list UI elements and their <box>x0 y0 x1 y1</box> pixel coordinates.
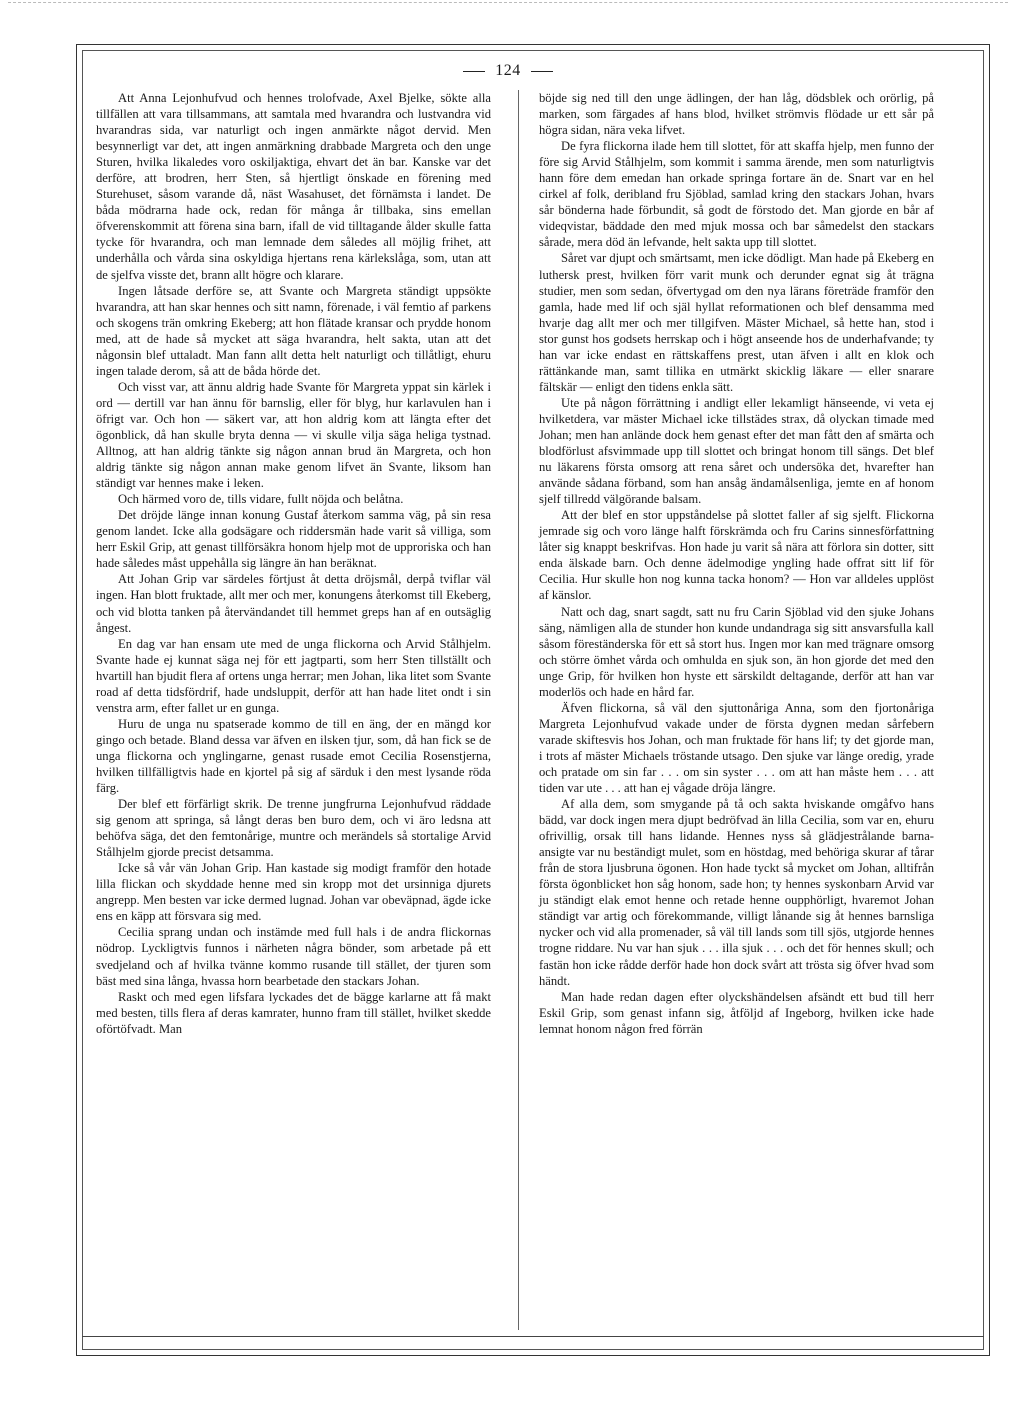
paragraph: Och härmed voro de, tills vidare, fullt nöjda och belåtna. <box>118 492 404 507</box>
paragraph: Man hade redan dagen efter olyckshändelsen afsändt ett bud till herr Eskil Grip, som genast infann sig, åtföljd af Ingeborg, hvilken icke hade lemnat honom någon fred förrän <box>539 989 934 1036</box>
column-divider <box>518 90 519 1330</box>
paragraph: Såret var djupt och smärtsamt, men icke dödligt. Man hade på Ekeberg en luthersk prest, hvilken förr varit munk och derunder egnat sig åt trägna studier, men som sedan, öfvertygad om den nya lärans företräde framför den gamla, hade med lif och själ hyllat reformationen och blef densamma med hvarje dag allt mer och mer tillgifven. Mäster Michael, så hette han, stod i stor gunst hos godsets herrskap och i högt anseende hos de underhafvande; ty han var icke endast en rättskaffens prest, utan äfven i allt en klok och rättänkande man, samt tillika en utmärkt skicklig läkare — eller snarare fältskär — enligt den tidens enkla sätt. <box>539 251 934 394</box>
paragraph: Natt och dag, snart sagdt, satt nu fru Carin Sjöblad vid den sjuke Johans säng, nämligen alla de stunder hon kunde undandraga sig sitt ansvarsfulla kall såsom föreständerska för ett så stort hus. Ingen mor kan med trägnare omsorg och större ömhet vårda och omhulda en sjuk son, än hon gjorde det med den unge Grip, för hvilken hon hyste ett särskildt deltagande, derför att han var moderlös och hade en hård far. <box>539 604 934 699</box>
scan-edge-mark <box>8 2 1008 5</box>
paragraph: Cecilia sprang undan och instämde med full hals i de andra flickornas nödrop. Lyckligtvis funnos i närheten några bönder, som arbetade på ett svedjeland och af hvilka tvänne kommo rusande till stället, der tjuren som bäst med sina långa, hvassa horn bearbetade den stackars Johan. <box>96 925 491 988</box>
page-number-header <box>0 62 1016 80</box>
paragraph: Och visst var, att ännu aldrig hade Svante för Margreta yppat sin kärlek i ord — dertill var han ännu för barnslig, eller för blyg, hur karlavulen han i öfrigt var. Och hon — säkert var, att hon aldrig kom att längta efter det ögonblick, då han skulle bryta denna — vi skulle vilja säga heliga tystnad. Alltnog, att han aldrig tänkte sig någon annan brud än Margreta, och hon aldrig tänkte sig någon annan make genom lifvet än Svante, liksom han ständigt var hennes make i leken. <box>96 379 491 491</box>
paragraph: Huru de unga nu spatserade kommo de till en äng, der en mängd kor gingo och betade. Bland dessa var äfven en ilsken tjur, som, då han fick se de unga flickorna och ynglingarne, genast rusade emot Cecilia Rosenstjerna, hvilken tillfälligtvis hade en kjortel på sig af särduk i den mest lysande röda färg. <box>96 716 491 796</box>
paragraph: Äfven flickorna, så väl den sjuttonåriga Anna, som den fjortonåriga Margreta Lejonhufvud vakade under de första dygnen medan sårfebern varade skiftesvis hos Johan, och man fruktade för hans lif; ty det gjorde man, i trots af mäster Michaels tröstande utsago. Den sjuke var länge oredig, yrade och pratade om sin far . . . om sin syster . . . om att han måste hem . . . att tiden var ute . . . att han ej vågade dröja längre. <box>539 700 934 796</box>
paragraph: Det dröjde länge innan konung Gustaf återkom samma väg, på sin resa genom landet. Icke alla godsägare och riddersmän hade varit så villiga, som herr Eskil Grip, att genast tillförsäkra honom hjelp mot de upproriska och han hade således måst uppehålla sig längre än han beräknat. <box>96 508 491 571</box>
page-number-dash-right <box>531 71 553 72</box>
paragraph: En dag var han ensam ute med de unga flickorna och Arvid Stålhjelm. Svante hade ej kunnat säga nej för ett jagtparti, som herr Sten tillställt och hvartill han bjudit flera af ortens unga herrar; men Johan, lika litet som Svante road af detta tidsfördrif, hade undsluppit, derför att han hade litet ondt i sin venstra arm, efter fallet ur en gunga. <box>96 636 491 715</box>
page-bottom-rule <box>82 1336 984 1337</box>
paragraph: Att der blef en stor uppståndelse på slottet faller af sig sjelft. Flickorna jemrade sig och voro länge halft förskrämda och fru Carins sinnesförfattning låter sig knappt beskrifvas. Hon hade ju varit så nära att förlora sin dotter, sitt enda älskade barn. Och denne ädelmodige yngling hade offrat sitt lif för Cecilia. Hur skulle hon nog kunna tacka honom? — Hon var alldeles upplöst af känslor. <box>539 508 934 603</box>
paragraph: Ingen låtsade derföre se, att Svante och Margreta ständigt uppsökte hvarandra, att han skar hennes och sitt namn, förenade, i väl femtio af parkens och skogens trän omkring Ekeberg; att hon flätade kransar och prydde honom med, att de hade så mycket att säga hvarandra, helt sakta, utan att det någonsin blef uttaladt. Man fann allt detta helt naturligt och tillåtligt, ehuru ingen talade derom, så att de båda hörde det. <box>96 283 491 378</box>
paragraph: Icke så vår vän Johan Grip. Han kastade sig modigt framför den hotade lilla flickan och skyddade henne med sin kropp mot det ursinniga djurets angrepp. Men besten var icke dermed lugnad. Johan var obeväpnad, ägde icke ens en käpp att försvara sig med. <box>96 861 491 924</box>
paragraph: Ute på någon förrättning i andligt eller lekamligt hänseende, vi veta ej hvilketdera, var mäster Michael icke tillstädes strax, då olyckan timade med Johan; men han anlände dock hem genast efter det man fått den af smärta och blodförlust afsvimmade upp till slottet och bringat honom till sängs. Det blef nu läkarens första omsorg att rena såret och undersöka det, hvarefter han använde sådana förband, som han ansåg ändamålsenliga, jemte en af honom sjelf tillredd välgörande balsam. <box>539 395 934 507</box>
paragraph-continued: böjde sig ned till den unge ädlingen, der han låg, dödsblek och orörlig, på marken, som färgades af hans blod, hvilket strömvis flödade ur ett sår på högra sidan, nära veka lifvet. <box>539 91 934 138</box>
paragraph: De fyra flickorna ilade hem till slottet, för att skaffa hjelp, men funno der före sig Arvid Stålhjelm, som kommit i samma ärende, men som naturligtvis hann före dem emedan han orkade springa fortare än de. Snart var en hel cirkel af folk, deribland fru Sjöblad, samlad kring den stackars Johan, hvars sår bönderna hade förbundit, så godt de förstodo det. Man gjorde en bår af videqvistar, bäddade den med mjuk mossa och bar såmedelst den stackars sårade, mera död än lefvande, helt sakta upp till slottet. <box>539 139 934 250</box>
paragraph: Att Johan Grip var särdeles förtjust åt detta dröjsmål, derpå tviflar väl ingen. Han blott fruktade, allt mer och mer, konungens återkomst till Ekeberg, och vid blotta tanken på återvändandet till hemmet greps han af en outsäglig ångest. <box>96 572 491 635</box>
page-number: 124 <box>495 62 521 79</box>
paragraph: Af alla dem, som smygande på tå och sakta hviskande omgåfvo hans bädd, var dock ingen mera djupt bedröfvad än lilla Cecilia, som var en, ehuru ofrivillig, orsak till hans lidande. Hennes nyss så glädjestrålande barna-ansigte var nu beständigt mulet, som en höstdag, med behöriga skurar af tårar från de stora ljusbruna ögonen. Hon hade tyckt så mycket om Johan, alltifrån första ögonblicket hon såg honom, sade hon; ty hennes syskonbarn Arvid var ju ständigt elak emot henne och retade henne oupphörligt, hvaremot Johan ständigt var artig och förekommande, villigt lånande sig åt hennes barnsliga nycker och vid alla promenader, så väl till lands som till sjös, utgjorde hennes trogne riddare. Nu var han sjuk . . . illa sjuk . . . och det för hennes skull; och fastän hon icke rådde derför hade hon dock svårt att trösta sig öfver hvad som händt. <box>539 797 934 988</box>
paragraph: Der blef ett förfärligt skrik. De trenne jungfrurna Lejonhufvud räddade sig genom att springa, så långt deras ben buro dem, och vi äro ledsna att behöfva säga, det den femtonårige, muntre och merändels så stortalige Arvid Stålhjelm gjorde precist detsamma. <box>96 797 491 860</box>
left-column <box>96 90 491 1037</box>
paragraph: Raskt och med egen lifsfara lyckades det de bägge karlarne att få makt med besten, tills flera af deras kamrater, hunno fram till stället, hvilket skedde oförtöfvadt. Man <box>96 989 491 1036</box>
paragraph: Att Anna Lejonhufvud och hennes trolofvade, Axel Bjelke, sökte alla tillfällen att vara tillsammans, att samtala med hvarandra och lustvandra vid hvarandras sida, var naturligt och ingen anmärkte något dervid. Men besynnerligt var det, att ingen anmärkning drabbade Margreta och den unge Sturen, hvilka likaledes voro oskiljaktiga, ehvart det än bar. Kanske var det derföre, att brodren, herr Sten, så hjertligt önskade en förening med Sturehuset, såsom varande då, näst Wasahuset, det förnämsta i landet. De båda mödrarna hade ock, redan för många år tillbaka, sins emellan öfverenskommit att förena sina barn, ifall de vid tilltagande ålder skulle fatta tycke för hvarandra, och man lemnade dem således all möjlig frihet, att underhålla och vårda sina oskyldiga hjertans rena kärlekslåga, som, utan att de sjelfva visste det, brann allt högre och klarare. <box>96 91 491 282</box>
right-column <box>539 90 934 1037</box>
page-number-dash-left <box>463 71 485 72</box>
